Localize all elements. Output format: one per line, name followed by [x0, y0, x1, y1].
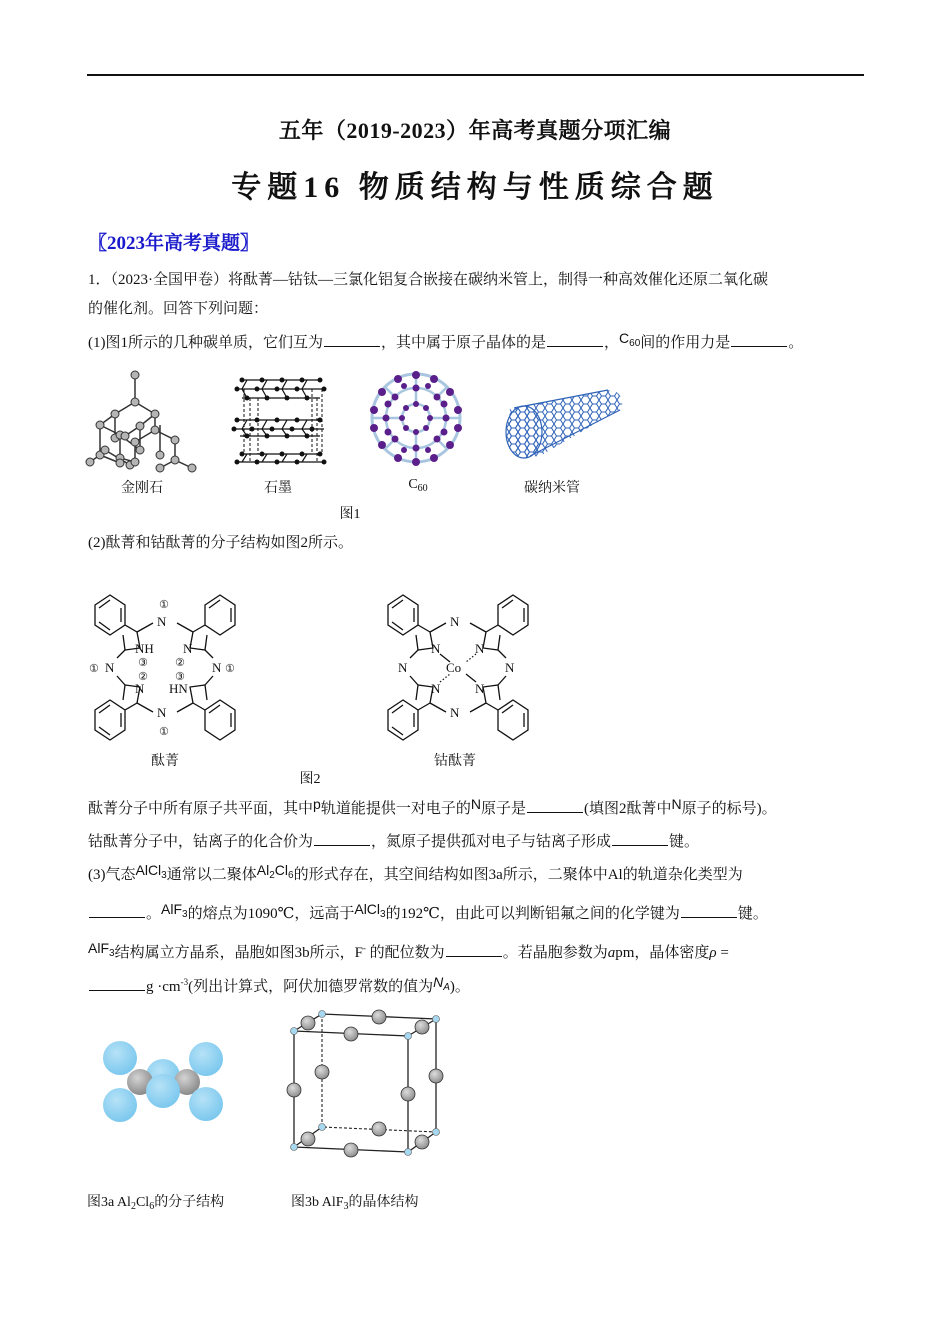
top-rule [87, 74, 864, 76]
svg-text:N: N [135, 681, 145, 696]
svg-text:N: N [450, 705, 460, 720]
svg-text:N: N [505, 660, 515, 675]
svg-text:NH: NH [135, 641, 154, 656]
fig2-caption: 图2 [299, 772, 321, 787]
al2cl6-molecule-figure [100, 1040, 230, 1130]
svg-text:N: N [157, 614, 167, 629]
svg-text:N: N [398, 660, 408, 675]
question-intro-line1: 1．（2023·全国甲卷）将酞菁—钴钛—三氯化铝复合嵌接在碳纳米管上，制得一种高效催化还原二氧化碳 [88, 272, 769, 288]
fig1-label-c60: $C_{60}$ [408, 477, 428, 494]
svg-text:①: ① [89, 662, 99, 675]
svg-text:N: N [183, 641, 193, 656]
fig2-label-cobalt-phthalocyanine: 钴酞菁 [434, 754, 476, 769]
fig3b-caption: 图3b AlF$_3$的晶体结构 [291, 1195, 419, 1212]
part3-question-line4: $g \cdot cm^{-3}$(列出计算式，阿伏加德罗常数的值为$N_A$)。 [88, 972, 470, 1002]
svg-text:②: ② [175, 656, 185, 669]
svg-text:N: N [212, 660, 222, 675]
question-intro-line2: 的催化剂。回答下列问题： [88, 301, 269, 317]
answer-blank[interactable] [89, 903, 145, 918]
svg-text:①: ① [159, 598, 169, 611]
answer-blank[interactable] [681, 903, 737, 918]
document-title: 五年（2019-2023）年高考真题分项汇编 [278, 118, 672, 143]
svg-text:N: N [105, 660, 115, 675]
fig3a-caption: 图3a $Al_2Cl_6$的分子结构 [87, 1195, 225, 1212]
part2-question-line1: 酞菁分子中所有原子共平面，其中p轨道能提供一对电子的N原子是 (填图2酞菁中N原子的标号)。 [88, 796, 777, 817]
answer-blank[interactable] [731, 332, 787, 347]
answer-blank[interactable] [89, 976, 145, 991]
nanotube-structure-figure [500, 388, 625, 458]
svg-text:N: N [431, 641, 441, 656]
part3-question-line2: 。AlF$_3$的熔点为1090℃，远高于AlCl$_3$的192℃，由此可以判断铝氟之间的化学键为 键。 [88, 903, 768, 929]
phthalocyanine-structure-figure [85, 590, 245, 745]
answer-blank[interactable] [446, 942, 502, 957]
svg-text:N: N [450, 614, 460, 629]
answer-blank[interactable] [547, 332, 603, 347]
diamond-structure-figure [85, 370, 205, 470]
svg-text:③: ③ [175, 670, 185, 683]
svg-text:③: ③ [138, 656, 148, 669]
part2-intro: (2)酞菁和钴酞菁的分子结构如图2所示。 [88, 535, 353, 551]
fig2-label-phthalocyanine: 酞菁 [151, 754, 179, 769]
part2-question-line2: 钴酞菁分子中，钴离子的化合价为 ，氮原子提供孤对电子与钴离子形成 键。 [88, 831, 699, 852]
answer-blank[interactable] [612, 831, 668, 846]
answer-blank[interactable] [314, 831, 370, 846]
cobalt-phthalocyanine-structure-figure [378, 590, 538, 745]
answer-blank[interactable] [527, 798, 583, 813]
fig1-caption: 图1 [339, 507, 361, 522]
svg-text:N: N [157, 705, 167, 720]
svg-text:Co: Co [446, 660, 462, 675]
graphite-structure-figure [232, 372, 330, 467]
svg-text:HN: HN [169, 681, 188, 696]
part1-question: (1)图1所示的几种碳单质，它们互为 ，其中属于原子晶体的是 ，$C_{60}$间的作用力是 。 [88, 330, 804, 351]
fig1-label-nanotube: 碳纳米管 [524, 481, 580, 496]
section-heading: 〖2023年高考真题〗 [88, 233, 260, 254]
fig1-label-graphite: 石墨 [264, 481, 292, 496]
alf3-crystal-figure [286, 1010, 446, 1160]
c60-structure-figure [368, 370, 464, 466]
svg-text:①: ① [159, 725, 169, 738]
topic-title: 专题16 物质结构与性质综合题 [231, 171, 719, 204]
part3-question-line3: AlF$_3$结构属立方晶系，晶胞如图3b所示，F- 的配位数为 。若晶胞参数为apm，晶体密度ρ = [88, 940, 729, 961]
answer-blank[interactable] [324, 332, 380, 347]
svg-text:N: N [475, 641, 485, 656]
svg-text:N: N [475, 681, 485, 696]
fig1-label-diamond: 金刚石 [121, 481, 163, 496]
svg-text:②: ② [138, 670, 148, 683]
svg-text:N: N [431, 681, 441, 696]
svg-text:①: ① [225, 662, 235, 675]
part3-question-line1: (3)气态AlCl$_3$通常以二聚体$Al_2Cl_6$的形式存在，其空间结构如图3a所示，二聚体中Al的轨道杂化类型为 [88, 862, 743, 883]
